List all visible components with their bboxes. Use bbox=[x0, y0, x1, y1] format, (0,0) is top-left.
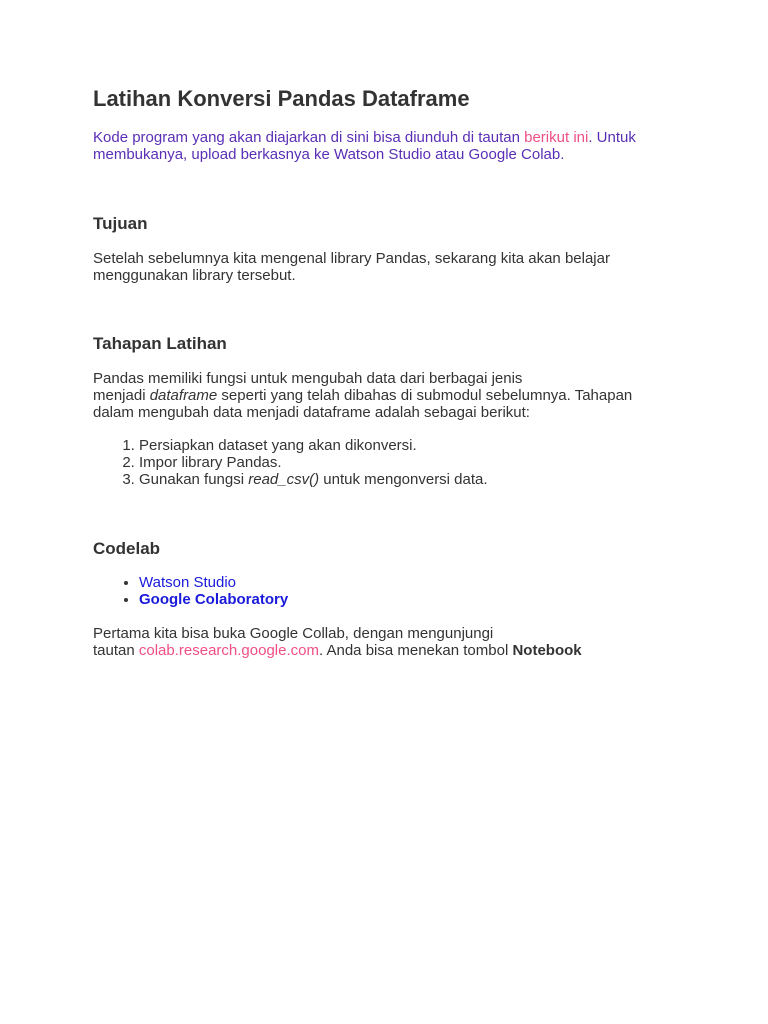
list-item: 3. Gunakan fungsi read_csv() untuk mengonversi data. bbox=[139, 471, 659, 488]
notebook-button-name: Notebook bbox=[512, 642, 582, 659]
tahapan-paragraph: Pandas memiliki fungsi untuk mengubah data dari berbagai jenis menjadi dataframe seperti yang telah dibahas di submodul sebelumnya. Tahapan dalam mengubah data menjadi dataframe adalah sebagai berikut: bbox=[93, 370, 633, 421]
download-link[interactable]: berikut ini bbox=[524, 129, 589, 146]
section-heading-codelab: Codelab bbox=[93, 539, 161, 558]
colab-link[interactable]: colab.research.google.com bbox=[138, 642, 319, 659]
watson-studio-link[interactable]: Watson Studio bbox=[139, 574, 236, 591]
codelab-paragraph: Pertama kita bisa buka Google Collab, dengan mengunjungi tautan colab.research.google.com. Anda bisa menekan tombol Notebook bbox=[93, 625, 582, 659]
page-title: Latihan Konversi Pandas Dataframe bbox=[93, 86, 470, 111]
read-csv-code: read_csv() bbox=[248, 471, 320, 488]
intro-text: Kode program yang akan diajarkan di sini bisa diunduh di tautan bbox=[93, 129, 525, 146]
section-heading-tahapan: Tahapan Latihan bbox=[93, 334, 227, 353]
list-item bbox=[139, 574, 539, 591]
intro-line-2: membukanya, upload berkasnya ke Watson Studio atau Google Colab. bbox=[93, 146, 565, 163]
section-heading-tujuan: Tujuan bbox=[93, 214, 148, 233]
list-item bbox=[139, 591, 539, 608]
list-item: 1. Persiapkan dataset yang akan dikonversi. bbox=[139, 437, 659, 454]
tujuan-paragraph: Setelah sebelumnya kita mengenal library Pandas, sekarang kita akan belajar menggunakan library tersebut. bbox=[93, 250, 610, 284]
codelab-links-list bbox=[93, 574, 539, 608]
steps-list bbox=[93, 437, 659, 488]
intro-text-after: . Untuk bbox=[588, 129, 636, 146]
intro-paragraph bbox=[93, 129, 673, 163]
dataframe-term: dataframe bbox=[149, 387, 218, 404]
list-item: 2. Impor library Pandas. bbox=[139, 454, 659, 471]
google-colaboratory-link[interactable]: Google Colaboratory bbox=[139, 591, 289, 608]
